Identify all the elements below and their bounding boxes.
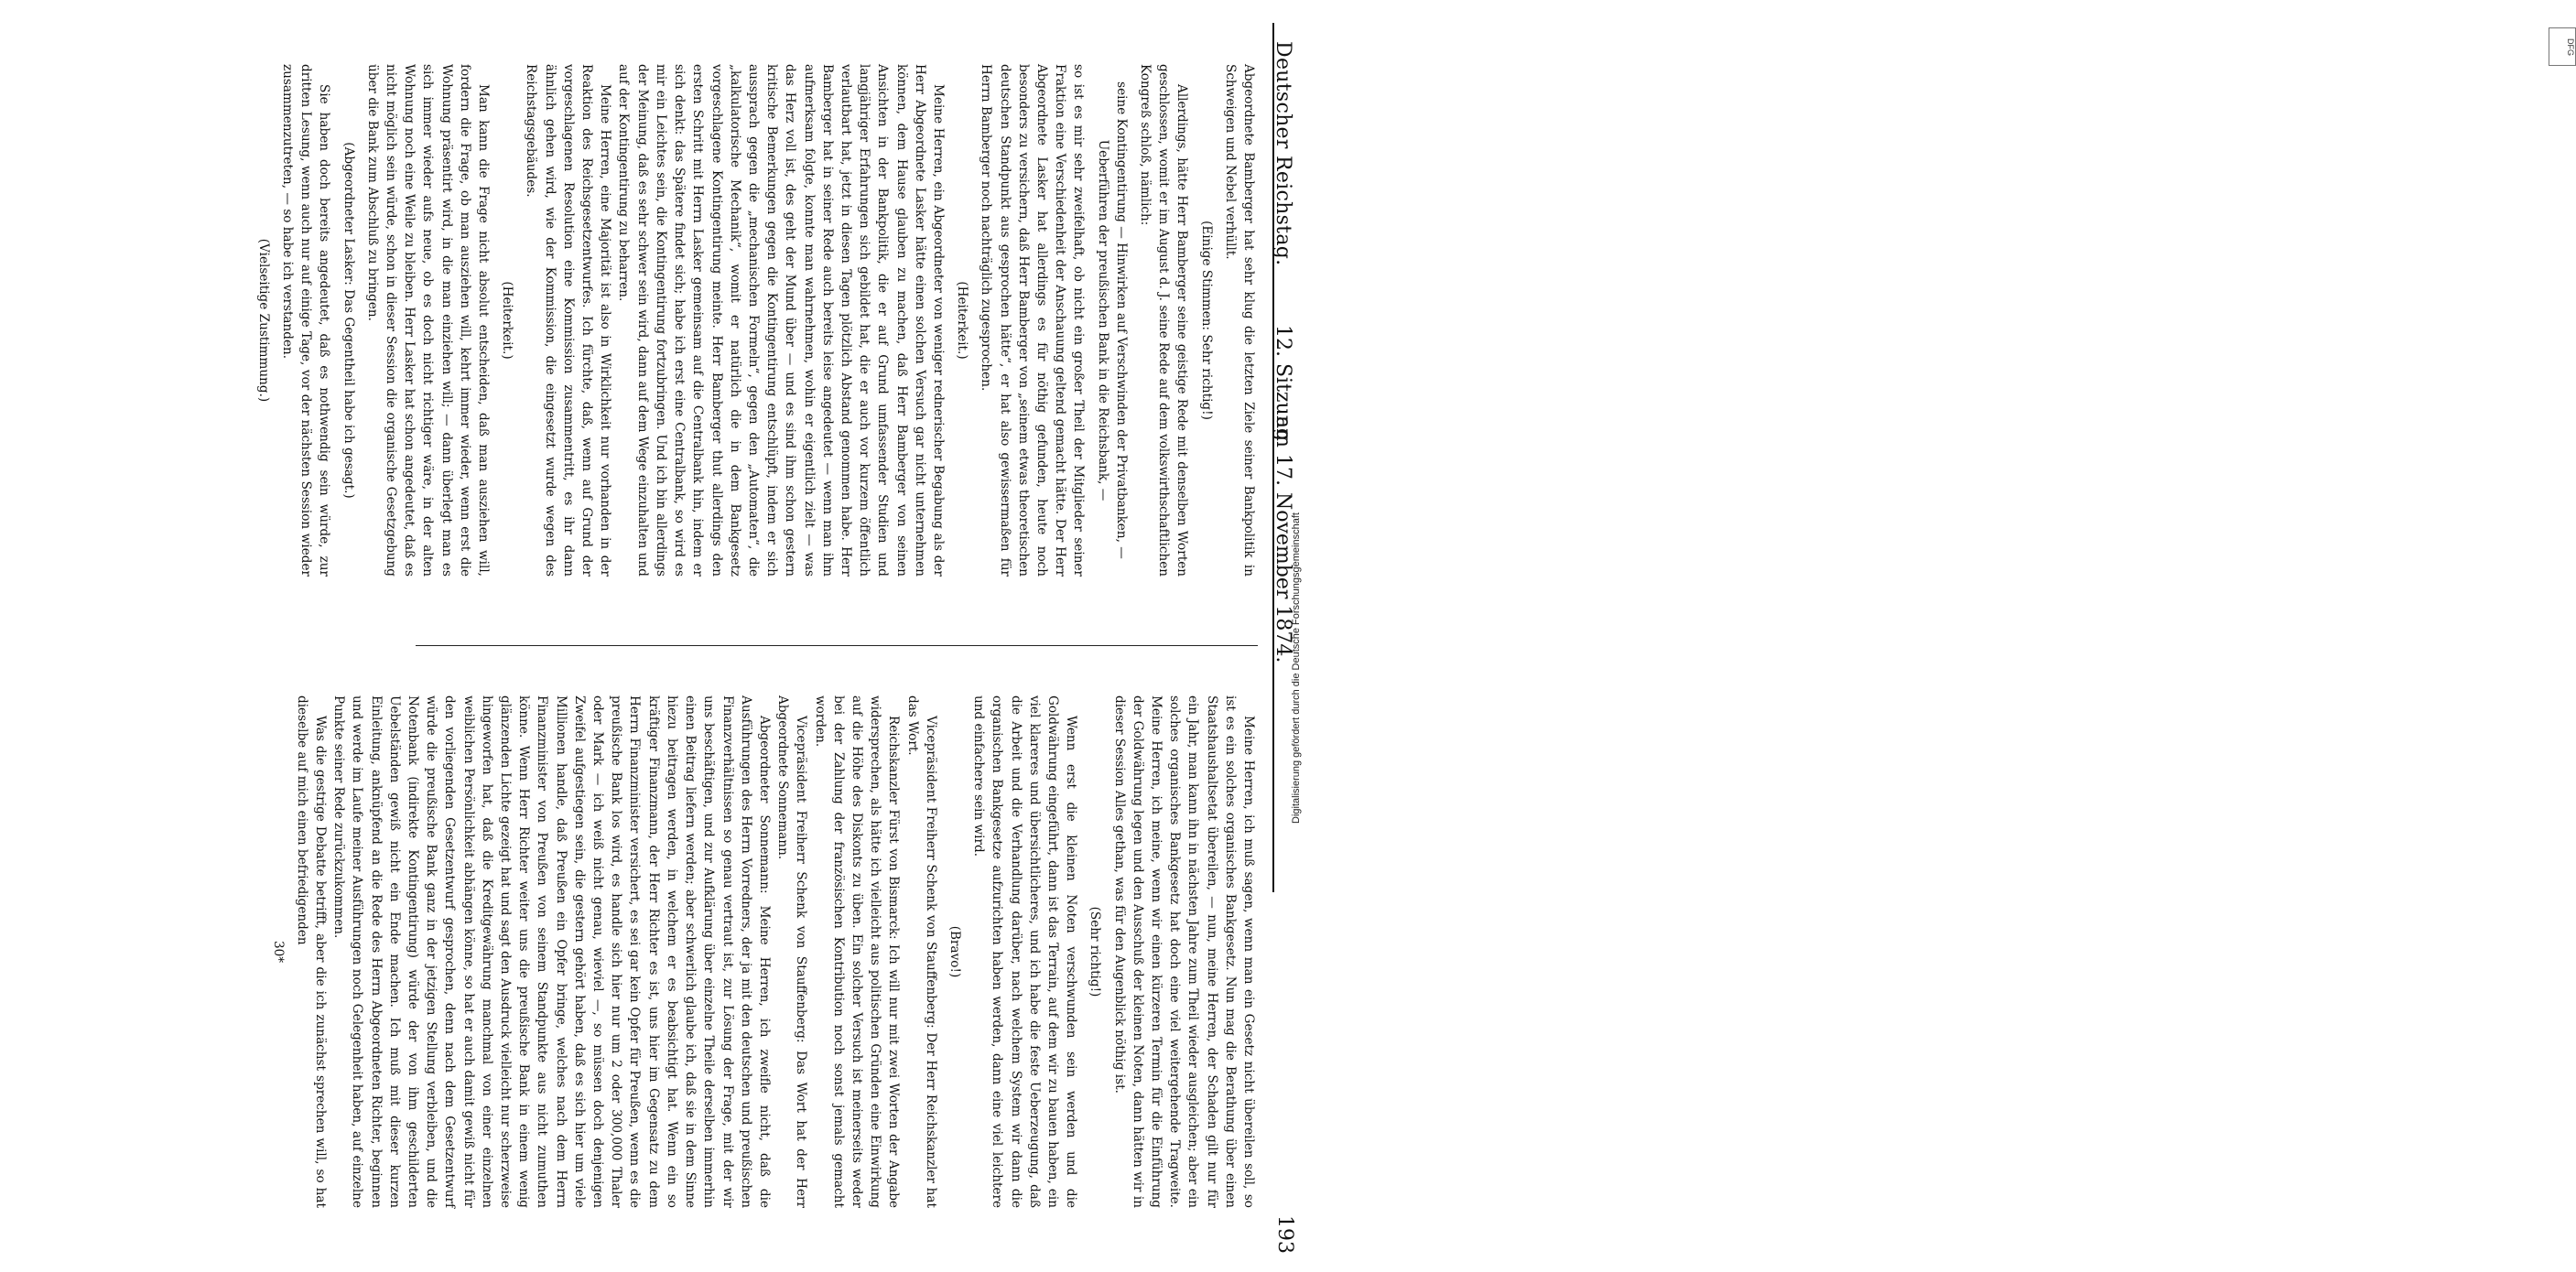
paragraph: Meine Herren, eine Majorität ist also in Wirklichkeit nur vorhanden in der Reaktion des Reichsgesetzentwurfes. Ich fürchte, daß, wenn auf Grund der vorgeschlagenen Resolution eine Kommission zusammentritt, es ihr dann ähnlich gehen wird, wie der Kommission, die eingesetzt wurde wegen des Reichstagsgebäudes. [524,64,613,577]
right-column [270,695,1258,1208]
header-title: Deutscher Reichstag. [1272,41,1294,266]
digitization-credit [1271,0,2575,915]
paragraph: Was die gestrige Debatte betrifft, aber die ich zunächst sprechen will, so hat dieselbe auf mich einen befriedigenden [294,695,329,1208]
interjection: (Abgeordneter Lasker: Das Gegentheil habe ich gesagt.) [341,142,356,499]
paragraph: Allerdings, hätte Herr Bamberger seine geistige Rede mit denselben Worten geschlossen, womit er im August d. J. seine Rede auf dem volkswirthschaftlichen Kongreß schloß, nämlich: [1137,64,1190,577]
page-number: 193 [1273,1215,1296,1254]
paragraph: Man kann die Frage nicht absolut entscheiden, daß man ausziehen will, fordern die Frage, ob man ausziehen will, kehrt immer wieder, wenn erst die Wohnung präsentirt wird, in die man einziehen will; — dann überlegt man es sich immer wieder aufs neue, ob es doch nicht richtiger wäre, in der alten Wohnung noch eine Weile zu bleiben. Herr Lasker hat schon angedeutet, daß es nicht möglich sein würde, schon in dieser Session die organische Gesetzgebung über die Bank zum Abschluß zu bringen. [364,64,492,577]
paragraph: Sie haben doch bereits angedeutet, daß es nothwendig sein würde, zur dritten Lesung, wenn auch nur auf einige Tage, vor der nächsten Session wieder zusammenzutreten, — so habe ich verstanden. [280,64,332,577]
left-column [255,64,1258,577]
paragraph: Meine Herren, ich muß sagen, wenn man ein Gesetz nicht übereilen soll, so ist es ein solches organisches Bankgesetz. Nun mag die Berathung über einen Staatshaushaltsetat übereilen, — nun, meine Herren, der Schaden gilt nur für ein Jahr, man kann ihn in nächsten Jahre zum Theil wieder ausgleichen; aber ein solches organisches Bankgesetz hat doch eine viel weitergehende Tragweite. Meine Herren, ich meine, wenn wir einen kürzeren Termin für die Einführung der Goldwährung legen und den Ausschuß der kleinen Noten, dann hätten wir in dieser Session Alles gethan, was für den Augenblick nöthig ist. [1111,695,1256,1208]
interjection: (Heiterkeit.) [955,281,970,360]
paragraph: Wenn erst die kleinen Noten verschwunden sein werden und die Goldwährung eingeführt, dann ist das Terrain, auf dem wir zu bauen haben, ein viel klareres und übersichtlicheres, und ich habe die feste Ueberzeugung, daß die Arbeit und die Verhandlung darüber, nach welchem System wir dann die organischen Bankgesetze aufzurichten haben werden, dann eine viel leichtere und einfachere sein wird. [971,695,1079,1208]
speaker-paragraph: Reichskanzler Fürst von Bismarck: Ich will nur mit zwei Worten der Angabe widersprechen, als hätte ich vielleicht aus politischen Gründen eine Einwirkung auf die Höhe des Diskonts zu üben. Ein solcher Versuch ist meinerseits weder bei der Zahlung der französischen Kontribution noch sonst jemals gemacht worden. [812,695,902,1208]
interjection: (Bravo!) [947,925,962,978]
speaker-paragraph: Vicepräsident Freiherr Schenk von Stauffenberg: Der Herr Reichskanzler hat das Wort. [904,695,938,1208]
interjection: (Vielseitige Zustimmung.) [255,238,271,403]
speaker-paragraph: Vicepräsident Freiherr Schenk von Stauffenberg: Das Wort hat der Herr Abgeordnete Sonnemann. [775,695,809,1208]
dfg-logo: DFG [2549,27,2576,66]
signature-mark: 30* [270,940,286,964]
header-session: 12. Sitzung [1272,325,1294,441]
interjection: (Einige Stimmen: Sehr richtig!) [1198,221,1214,420]
speaker-paragraph: Abgeordneter Sonnemann: Meine Herren, ich zweifle nicht, daß die Ausführungen des Herrn Vorredners, der ja mit den deutschen und preußischen Finanzverhältnissen so genau vertraut ist, zur Lösung der Frage, mit der wir uns beschäftigen, und zur Aufklärung über einzelne Theile derselben immerhin einen Beitrag liefern werden; aber schwerlich glaube ich, daß sie in dem Sinne hiezu beitragen werden, in welchem er es beabsichtigt hat. Wenn ein so kräftiger Finanzmann, der Herr Richter es ist, uns hier im Gegensatz zu dem Herrn Finanzminister versichert, es sei gar kein Opfer für Preußen, wenn es die preußische Bank los wird, es handle sich hier nur um 2 oder 300,000 Thaler oder Mark — ich weiß nicht genau, wieviel —, so müssen doch denjenigen Zweifel aufgestiegen sein, die gestern gehört haben, daß es sich hier um viele Millionen handle, daß Preußen ein Opfer bringe, welches nach dem Herrn Finanzminister von Preußen von seinem Standpunkte aus nicht zumuthen könne. Wenn Herr Richter weiter uns die preußische Bank in einem wenig glänzenden Lichte gezeigt hat und sagt den Ausdruck vielleicht nur scherzweise hingeworfen hat, daß die Kreditgewährung manchmal von einer einzelnen weiblichen Persönlichkeit abhängen könne, so hat er auch damit gewiß nicht für den vorliegenden Gesetzentwurf gesprochen, denn nach dem Gesetzentwurf würde die preußische Bank ganz in der jetzigen Stellung verbleiben, und die Notenbank (indirekte Kontingentirung) würde der von ihm geschilderten Uebelständen gewiß nicht ein Ende machen. Ich muß mit dieser kurzen Einleitung, anknüpfend an die Rede des Herrn Abgeordneten Richter, beginnen und werde im Laufe meiner Ausführungen noch Gelegenheit haben, auf einzelne Punkte seiner Rede zurückzukommen. [331,695,772,1208]
header-date: am 17. November 1874. [1272,416,1294,663]
paragraph: Meine Herren, ein Abgeordneter von weniger rednerischer Begabung als der Herr Abgeordnete Lasker hätte einen solchen Versuch gar nicht unternehmen können, dem Hause glauben zu machen, daß Herr Bamberger von seinen Ansichten in der Bankpolitik, die er auf Grund umfassender Studien und langjähriger Erfahrungen sich gebildet hat, die er auch vor kurzem öffentlich verlautbart hat, jetzt in diesen Tagen plötzlich Abstand genommen habe. Herr Bamberger hat in seiner Rede auch bereits leise angedeutet — wenn man ihm aufmerksam folgte, konnte man wahrnehmen, wohin er eigentlich zielt — was das Herz voll ist, des geht der Mund über — und es sind ihm schon gestern kritische Bemerkungen gegen die Kontingentirung entschlüpft, indem er sich aussprach gegen die „mechanischen Formeln“, gegen den „Automaten“, die „kalkulatorische Mechanik“, womit er natürlich die in dem Bankgesetz vorgeschlagene Kontingentirung meinte. Herr Bamberger thut allerdings den ersten Schritt mit Herrn Lasker gemeinsam auf die Centralbank hin, indem er sich denkt: das Spätere findet sich; habe ich erst eine Centralbank, so wird es mir ein Leichtes sein, die Kontingentirung fortzubringen. Und ich bin allerdings der Meinung, daß es sehr schwer sein wird, dann auf dem Wege einzuhalten und auf der Kontingentirung zu beharren. [616,64,946,577]
paragraph: so ist es mir sehr zweifelhaft, ob nicht ein großer Theil der Mitglieder seiner Fraktion eine Verschiedenheit der Anschauung geltend gemacht hätte. Der Herr Abgeordnete Lasker hat allerdings es für nöthig gefunden, heute noch besonders zu versichern, daß Herr Bamberger von „seinem etwas theoretischen deutschen Standpunkt aus gesprochen hätte“, er hat also gewissermaßen für Herrn Bamberger noch nachträglich zugesprochen. [979,64,1087,577]
interjection: (Sehr richtig!) [1088,906,1103,997]
interjection: (Heiterkeit.) [500,281,515,360]
quotation: seine Kontingentirung — Hinwirken auf Verschwinden der Privatbanken, — Ueberführen der preußischen Bank in die Reichsbank, — [1095,81,1129,559]
paragraph: Abgeordnete Bamberger hat sehr klug die letzten Ziele seiner Bankpolitik in Schweigen und Nebel verhüllt. [1222,64,1256,577]
credit-text: Digitalisierung gefördert durch die Deutsche Forschungsgemeinschaft [1291,512,1302,824]
column-divider [416,645,1258,646]
